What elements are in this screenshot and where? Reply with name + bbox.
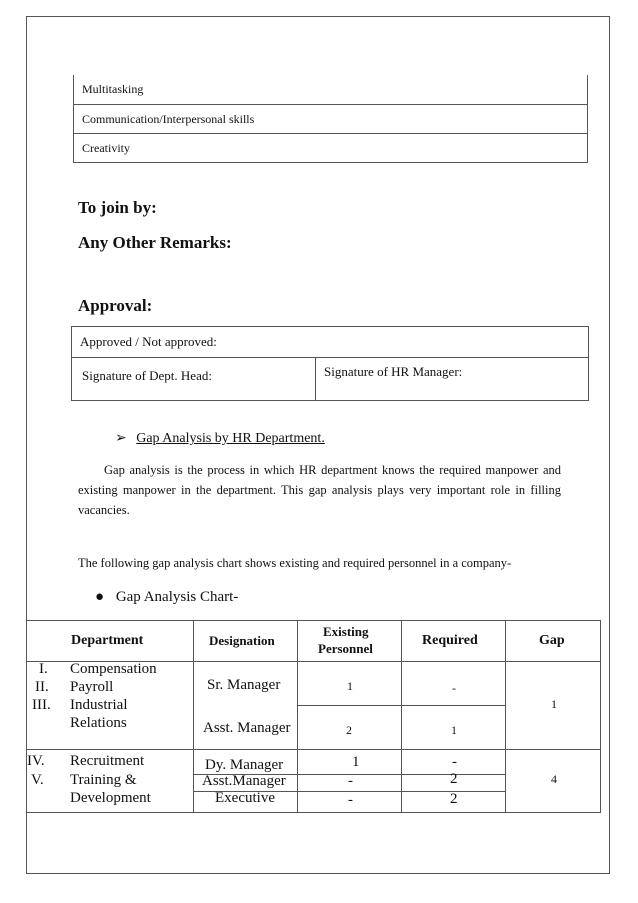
required-cell: - (452, 754, 457, 770)
roman-numeral: I. (39, 661, 48, 677)
gap-cell: 4 (551, 772, 557, 786)
gap-analysis-text: Gap analysis is the process in which HR department knows the required manpower and existing manpower in the department. This gap analysis plays very important role in filling vacancies. (78, 463, 561, 517)
gap-analysis-paragraph (78, 460, 561, 520)
existing-cell: 1 (347, 679, 353, 693)
designation-cell: Dy. Manager (205, 757, 284, 773)
column-divider (193, 621, 194, 812)
arrow-bullet-icon: ➢ (115, 431, 127, 446)
department-name: Compensation (70, 661, 157, 677)
designation-cell: Sr. Manager (207, 677, 281, 693)
row-divider (297, 705, 505, 706)
gap-analysis-title: Gap Analysis by HR Department. (136, 431, 325, 446)
skill-row (73, 105, 588, 134)
approval-status-row (72, 327, 588, 358)
department-name: Industrial (70, 697, 128, 713)
row-divider (27, 749, 600, 750)
department-name: Relations (70, 715, 127, 731)
gap-analysis-item (115, 430, 325, 447)
skill-row (73, 75, 588, 105)
header-gap: Gap (539, 633, 565, 648)
department-name: Recruitment (70, 753, 145, 769)
hr-manager-signature-label: Signature of HR Manager: (324, 364, 463, 379)
header-department: Department (71, 633, 144, 648)
skill-row (73, 134, 588, 163)
existing-cell: 1 (352, 754, 360, 770)
column-divider (505, 621, 506, 812)
roman-numeral: II. (35, 679, 49, 695)
roman-numeral: III. (32, 697, 51, 713)
existing-cell: 2 (346, 723, 352, 737)
skill-label: Communication/Interpersonal skills (82, 111, 255, 126)
required-cell: 2 (450, 771, 458, 787)
required-cell: - (452, 681, 456, 695)
to-join-by-heading: To join by: (78, 198, 157, 217)
skill-label: Multitasking (82, 82, 144, 96)
department-name: Payroll (70, 679, 114, 695)
existing-cell: - (348, 773, 353, 789)
roman-numeral: IV. (27, 753, 45, 769)
gap-cell: 1 (551, 697, 557, 711)
gap-analysis-table (26, 620, 601, 813)
header-personnel: Personnel (318, 641, 373, 656)
hr-manager-signature-cell (316, 358, 588, 400)
approval-status-label: Approved / Not approved: (80, 334, 217, 349)
required-cell: 2 (450, 791, 458, 807)
designation-cell: Asst.Manager (202, 773, 286, 789)
approval-table (71, 326, 589, 401)
bullet-icon: ● (95, 589, 105, 605)
gap-chart-item (95, 589, 238, 606)
dept-head-signature-cell (72, 358, 316, 400)
column-divider (297, 621, 298, 812)
column-divider (401, 621, 402, 812)
header-existing: Existing (323, 624, 369, 639)
header-required: Required (422, 633, 478, 648)
approval-heading: Approval: (78, 296, 153, 315)
header-designation: Designation (209, 633, 275, 648)
skills-table (73, 75, 588, 163)
roman-numeral: V. (31, 772, 44, 788)
department-name: Development (70, 790, 151, 806)
department-name: Training & (70, 772, 137, 788)
existing-cell: - (348, 792, 353, 808)
designation-cell: Asst. Manager (203, 720, 291, 736)
designation-cell: Executive (215, 790, 275, 806)
gap-chart-intro: The following gap analysis chart shows existing and required personnel in a company- (78, 556, 512, 570)
dept-head-signature-label: Signature of Dept. Head: (82, 368, 212, 383)
other-remarks-heading: Any Other Remarks: (78, 233, 232, 252)
signature-row (72, 358, 588, 400)
skill-label: Creativity (82, 140, 130, 155)
required-cell: 1 (451, 723, 457, 737)
gap-chart-title: Gap Analysis Chart- (115, 589, 239, 605)
